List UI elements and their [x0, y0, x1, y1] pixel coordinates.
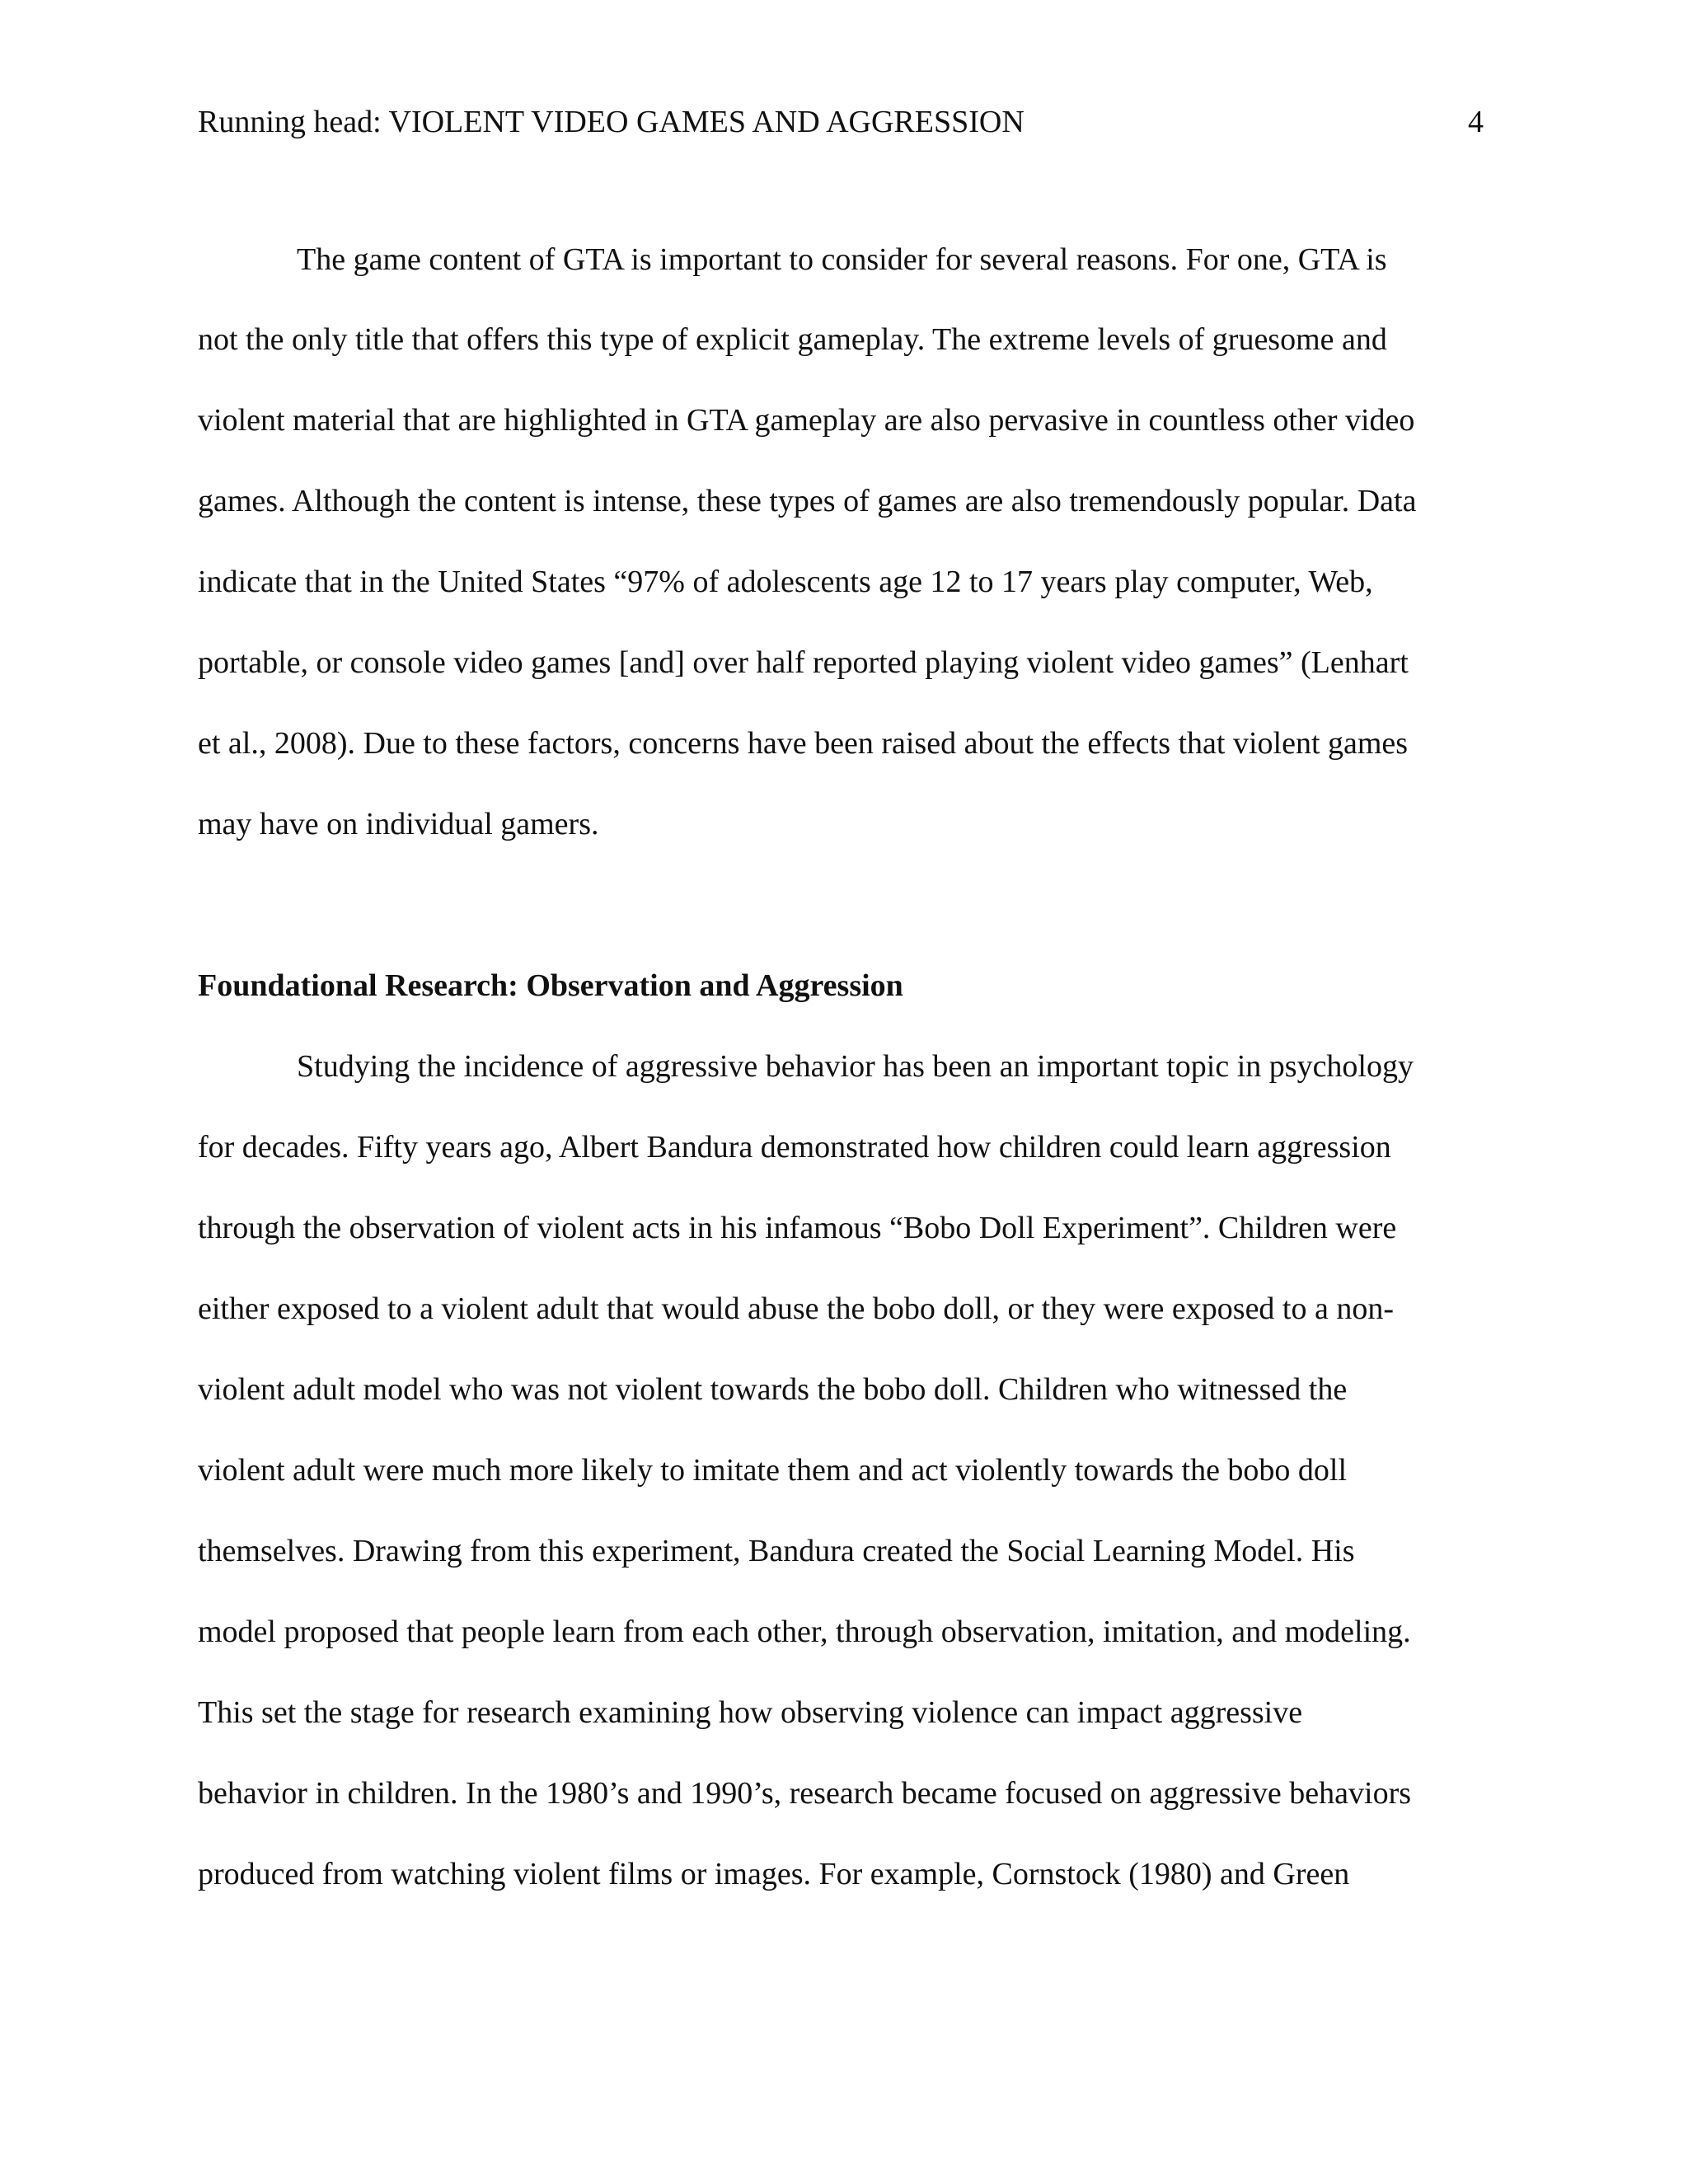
paragraph-line: Studying the incidence of aggressive behavior has been an important topic in psychology — [297, 1049, 1414, 1084]
page-number: 4 — [1468, 105, 1484, 139]
paragraph-line: games. Although the content is intense, these types of games are also tremendously popular. Data — [198, 484, 1417, 518]
paragraph-line: produced from watching violent films or images. For example, Cornstock (1980) and Green — [198, 1857, 1350, 1891]
paragraph-line: violent adult model who was not violent towards the bobo doll. Children who witnessed the — [198, 1372, 1348, 1407]
page-header — [198, 97, 1484, 147]
paragraph-line: through the observation of violent acts in his infamous “Bobo Doll Experiment”. Children were — [198, 1211, 1397, 1245]
paragraph-line: This set the stage for research examining how observing violence can impact aggressive — [198, 1695, 1303, 1730]
paragraph-line: portable, or console video games [and] over half reported playing violent video games” (Lenhart — [198, 645, 1409, 680]
paragraph-line: themselves. Drawing from this experiment, Bandura created the Social Learning Model. His — [198, 1534, 1355, 1568]
paragraph-line: The game content of GTA is important to consider for several reasons. For one, GTA is — [297, 242, 1387, 277]
running-head: Running head: VIOLENT VIDEO GAMES AND AGGRESSION — [198, 105, 1025, 139]
paragraph-line: model proposed that people learn from each other, through observation, imitation, and modeling. — [198, 1615, 1411, 1649]
paragraph-line: indicate that in the United States “97% of adolescents age 12 to 17 years play computer, Web, — [198, 565, 1373, 599]
paragraph-line: et al., 2008). Due to these factors, concerns have been raised about the effects that violent games — [198, 726, 1409, 761]
paragraph-line: may have on individual gamers. — [198, 807, 599, 841]
paragraph-line: not the only title that offers this type of explicit gameplay. The extreme levels of gruesome and — [198, 322, 1387, 357]
paragraph-line: violent material that are highlighted in GTA gameplay are also pervasive in countless other video — [198, 403, 1415, 438]
paragraph-line: either exposed to a violent adult that would abuse the bobo doll, or they were exposed to a non- — [198, 1291, 1395, 1326]
paragraph-line: violent adult were much more likely to imitate them and act violently towards the bobo doll — [198, 1453, 1348, 1488]
paragraph-line: behavior in children. In the 1980’s and 1990’s, research became focused on aggressive behaviors — [198, 1776, 1412, 1811]
section-heading: Foundational Research: Observation and Aggression — [198, 968, 903, 1003]
paragraph-line: for decades. Fifty years ago, Albert Bandura demonstrated how children could learn aggression — [198, 1130, 1391, 1165]
